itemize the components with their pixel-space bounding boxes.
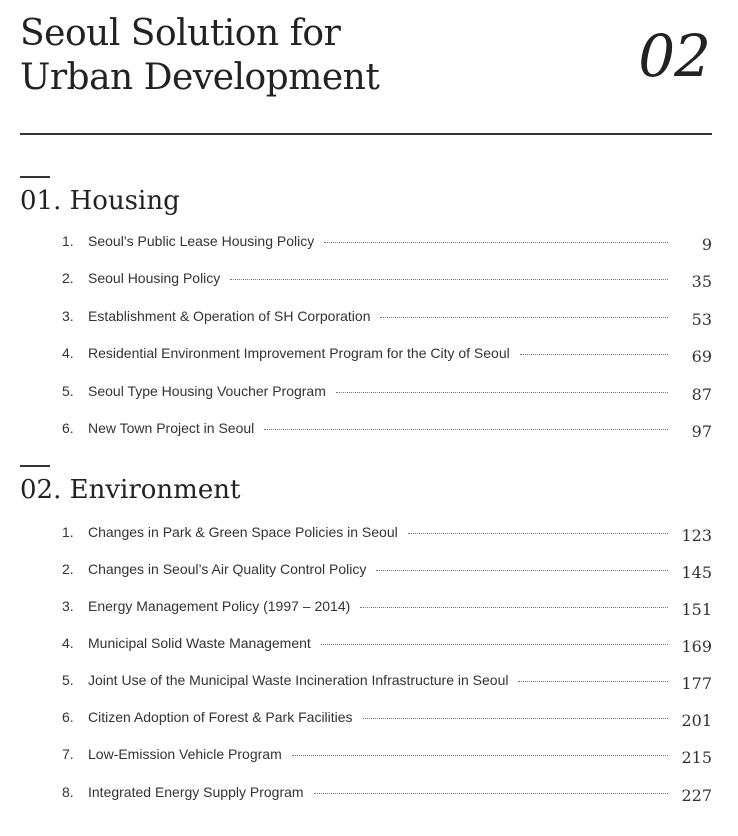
item-label: Municipal Solid Waste Management xyxy=(88,634,311,651)
item-label: Integrated Energy Supply Program xyxy=(88,783,304,800)
dot-leader xyxy=(324,241,668,243)
item-number: 3. xyxy=(62,597,74,614)
item-page: 123 xyxy=(681,525,712,545)
toc-item[interactable] xyxy=(20,216,712,254)
dot-leader xyxy=(363,717,668,719)
dot-leader xyxy=(518,680,668,682)
toc-item[interactable] xyxy=(20,287,712,329)
dot-leader xyxy=(321,643,668,645)
toc-item[interactable] xyxy=(20,763,712,805)
item-label: Changes in Park & Green Space Policies in Seoul xyxy=(88,523,398,540)
dot-leader xyxy=(520,353,668,355)
item-number: 2. xyxy=(62,560,74,577)
toc-list xyxy=(20,216,712,442)
item-number: 5. xyxy=(62,671,74,688)
item-label: Changes in Seoul’s Air Quality Control Policy xyxy=(88,560,367,577)
header-divider xyxy=(20,133,712,135)
dot-leader xyxy=(230,278,668,280)
item-page: 9 xyxy=(701,234,712,254)
toc-item[interactable] xyxy=(20,400,712,442)
section-title: 01. Housing xyxy=(20,185,180,216)
section-marker xyxy=(20,465,50,467)
item-number: 6. xyxy=(62,708,74,725)
toc-list xyxy=(20,505,712,805)
item-page: 227 xyxy=(681,785,712,805)
item-number: 4. xyxy=(62,634,74,651)
section-marker xyxy=(20,176,50,178)
title-line-2: Urban Development xyxy=(20,57,380,98)
item-page: 87 xyxy=(691,384,712,404)
item-label: New Town Project in Seoul xyxy=(88,420,255,437)
item-page: 169 xyxy=(681,636,712,656)
toc-item[interactable] xyxy=(20,325,712,367)
section-housing xyxy=(20,176,712,442)
dot-leader xyxy=(314,792,668,794)
item-label: Energy Management Policy (1997 – 2014) xyxy=(88,597,351,614)
dot-leader xyxy=(360,606,668,608)
toc-item[interactable] xyxy=(20,615,712,656)
toc-item[interactable] xyxy=(20,578,712,619)
toc-item[interactable] xyxy=(20,726,712,767)
dot-leader xyxy=(376,569,668,571)
toc-item[interactable] xyxy=(20,689,712,730)
item-label: Seoul Housing Policy xyxy=(88,270,221,287)
page-title xyxy=(20,12,379,100)
toc-item[interactable] xyxy=(20,362,712,404)
volume-number: 02 xyxy=(638,22,710,90)
item-number: 7. xyxy=(62,745,74,762)
item-number: 4. xyxy=(62,345,74,362)
toc-item[interactable] xyxy=(20,541,712,582)
item-page: 215 xyxy=(681,747,712,767)
dot-leader xyxy=(336,391,668,393)
item-number: 8. xyxy=(62,783,74,800)
item-label: Seoul Type Housing Voucher Program xyxy=(88,382,326,399)
dot-leader xyxy=(264,428,668,430)
item-page: 177 xyxy=(681,673,712,693)
item-label: Low-Emission Vehicle Program xyxy=(88,745,282,762)
dot-leader xyxy=(380,316,668,318)
item-label: Residential Environment Improvement Program for the City of Seoul xyxy=(88,345,510,362)
item-number: 5. xyxy=(62,382,74,399)
item-page: 97 xyxy=(691,422,712,442)
toc-item[interactable] xyxy=(20,652,712,693)
item-page: 69 xyxy=(691,347,712,367)
item-number: 3. xyxy=(62,307,74,324)
dot-leader xyxy=(292,754,668,756)
item-page: 35 xyxy=(691,272,712,292)
item-number: 1. xyxy=(62,232,74,249)
item-page: 201 xyxy=(681,710,712,730)
item-label: Establishment & Operation of SH Corporation xyxy=(88,307,371,324)
item-page: 53 xyxy=(691,309,712,329)
section-title: 02. Environment xyxy=(20,474,241,505)
item-label: Seoul’s Public Lease Housing Policy xyxy=(88,232,315,249)
toc-item[interactable] xyxy=(20,250,712,292)
title-line-1: Seoul Solution for xyxy=(20,13,341,54)
item-label: Citizen Adoption of Forest & Park Facilities xyxy=(88,708,353,725)
item-number: 1. xyxy=(62,523,74,540)
item-label: Joint Use of the Municipal Waste Incineration Infrastructure in Seoul xyxy=(88,671,509,688)
toc-item[interactable] xyxy=(20,505,712,545)
dot-leader xyxy=(408,532,668,534)
item-page: 145 xyxy=(681,562,712,582)
section-environment xyxy=(20,465,712,805)
item-page: 151 xyxy=(681,599,712,619)
item-number: 6. xyxy=(62,420,74,437)
item-number: 2. xyxy=(62,270,74,287)
